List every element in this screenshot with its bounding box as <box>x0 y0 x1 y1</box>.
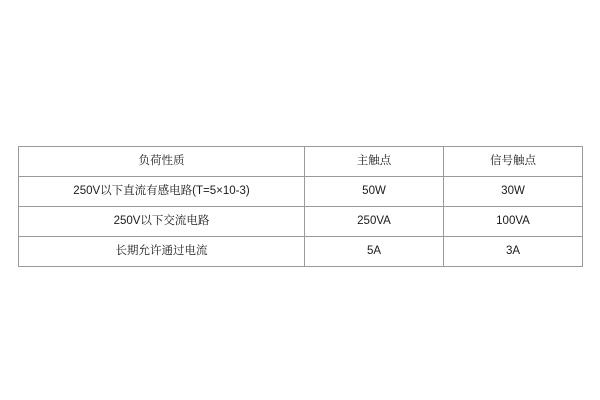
cell-load-nature: 长期允许通过电流 <box>19 237 305 267</box>
table-row <box>19 177 583 207</box>
table-header-row <box>19 147 583 177</box>
cell-load-nature: 250V以下交流电路 <box>19 207 305 237</box>
cell-signal-contact: 30W <box>444 177 583 207</box>
cell-signal-contact: 100VA <box>444 207 583 237</box>
table-row <box>19 237 583 267</box>
cell-signal-contact: 3A <box>444 237 583 267</box>
cell-main-contact: 50W <box>305 177 444 207</box>
column-header-signal-contact: 信号触点 <box>444 147 583 177</box>
column-header-main-contact: 主触点 <box>305 147 444 177</box>
load-spec-table <box>18 146 583 267</box>
cell-main-contact: 250VA <box>305 207 444 237</box>
cell-load-nature: 250V以下直流有感电路(T=5×10-3) <box>19 177 305 207</box>
column-header-load-nature: 负荷性质 <box>19 147 305 177</box>
spec-table-container <box>18 146 582 267</box>
cell-main-contact: 5A <box>305 237 444 267</box>
table-row <box>19 207 583 237</box>
